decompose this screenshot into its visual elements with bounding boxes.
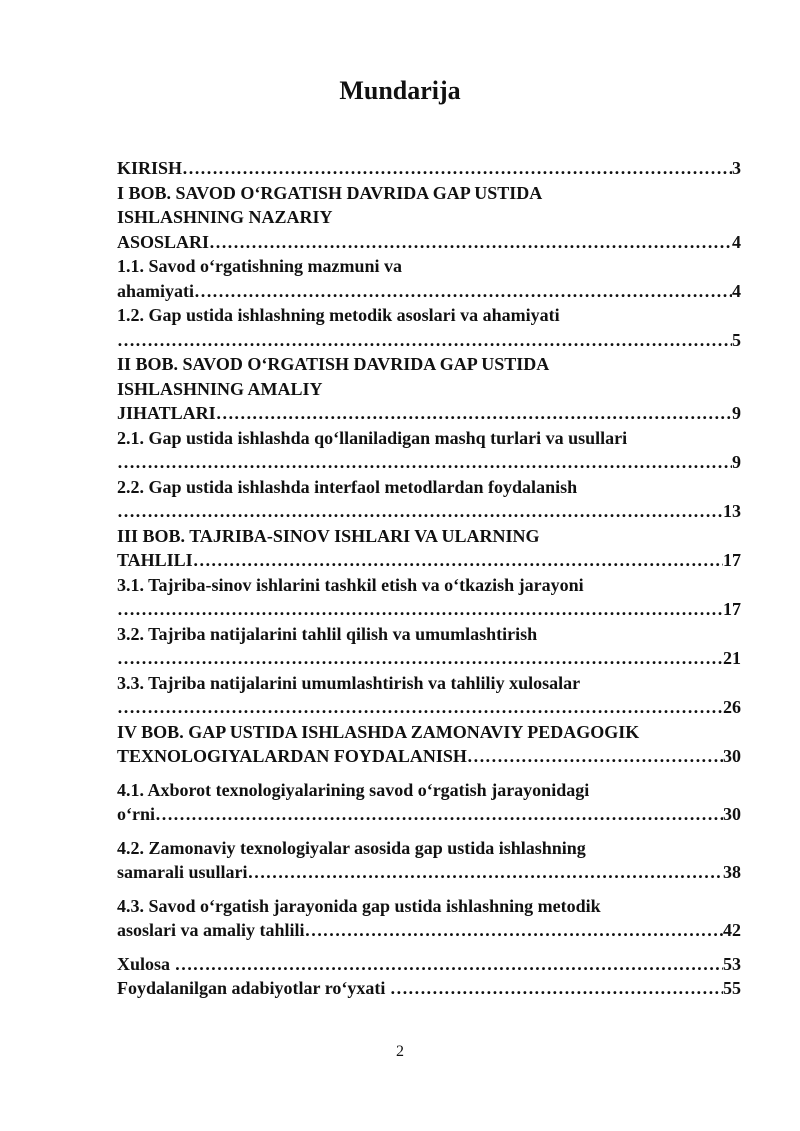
toc-page-number: 9 (732, 452, 741, 472)
toc-entry[interactable] (117, 426, 741, 475)
toc-page-number: 42 (723, 920, 741, 940)
toc-entry[interactable] (117, 622, 741, 671)
toc-leader-line (117, 279, 741, 304)
toc-leader-line (117, 499, 741, 524)
toc-leader-line (117, 328, 741, 353)
toc-entry[interactable] (117, 524, 741, 573)
toc-leader-line (117, 976, 741, 1001)
toc-leader-line (117, 597, 741, 622)
toc-entry-title-end (117, 450, 732, 475)
toc-entry[interactable] (117, 352, 741, 426)
table-of-contents (117, 156, 741, 1001)
toc-entry[interactable] (117, 573, 741, 622)
toc-entry-title-line: 4.2. Zamonaviy texnologiyalar asosida gap ustida ishlashning (117, 837, 586, 858)
toc-entry[interactable] (117, 976, 741, 1001)
toc-page-number: 21 (723, 648, 741, 668)
page-title: Mundarija (339, 76, 461, 105)
toc-entry-title-end: TAHLILI …………………………………………………………………………………………………………………………………………………………………………………… (117, 548, 723, 573)
toc-leader-line (117, 744, 741, 769)
toc-entry[interactable] (117, 181, 741, 255)
toc-page-number: 13 (723, 501, 741, 521)
toc-leader-line (117, 156, 741, 181)
toc-entry-title-end (117, 597, 723, 622)
toc-entry-title-end (117, 695, 723, 720)
toc-leader-line (117, 695, 741, 720)
toc-page-number: 38 (723, 862, 741, 882)
toc-page-number: 4 (732, 280, 741, 301)
toc-entry-title-line: I BOB. SAVOD O‘RGATISH DAVRIDA GAP USTIDA (117, 182, 543, 203)
toc-leader-line (117, 860, 741, 885)
toc-leader-line (117, 802, 741, 827)
toc-entry-title-line: 3.2. Tajriba natijalarini tahlil qilish va umumlashtirish (117, 623, 538, 644)
toc-entry-title-end: asoslari va amaliy tahlili …………………………………………………………………………………………………………………………………………………………………………………… (117, 918, 723, 943)
toc-entry-title-end: ASOSLARI …………………………………………………………………………………………………………………………………………………………………………………… (117, 230, 732, 255)
toc-page-number: 30 (723, 746, 741, 766)
toc-entry[interactable] (117, 475, 741, 524)
toc-entry-title-end (117, 646, 723, 671)
toc-entry[interactable] (117, 156, 741, 181)
toc-entry-title-line: II BOB. SAVOD O‘RGATISH DAVRIDA GAP USTIDA (117, 354, 550, 374)
toc-entry-title-line: III BOB. TAJRIBA-SINOV ISHLARI VA ULARNING (117, 525, 540, 546)
page-number: 2 (396, 1043, 404, 1060)
toc-page-number: 55 (723, 978, 741, 998)
toc-entry-title-end: JIHATLARI …………………………………………………………………………………………………………………………………………………………………………………… (117, 401, 732, 426)
toc-entry-title-line: ISHLASHNING AMALIY (117, 378, 323, 399)
toc-entry-title-end (117, 499, 723, 524)
toc-entry-title-line: 4.1. Axborot texnologiyalarining savod o‘rgatish jarayonidagi (117, 779, 590, 800)
toc-leader-line (117, 952, 741, 977)
toc-leader-line (117, 918, 741, 943)
toc-entry[interactable] (117, 671, 741, 720)
toc-entry-title-line: 3.1. Tajriba-sinov ishlarini tashkil etish va o‘tkazish jarayoni (117, 574, 584, 595)
toc-entry[interactable] (117, 894, 741, 943)
toc-entry[interactable] (117, 836, 741, 885)
toc-page-number: 3 (732, 158, 741, 178)
toc-page-number: 53 (723, 953, 741, 974)
toc-entry-title-end (117, 328, 732, 353)
toc-leader-line (117, 646, 741, 671)
toc-entry-title-end: Foydalanilgan adabiyotlar ro‘yxati …………………………………………………………………………………………………………………………………………………………………………………… (117, 976, 723, 1001)
toc-entry-title-line: 4.3. Savod o‘rgatish jarayonida gap ustida ishlashning metodik (117, 895, 601, 916)
toc-page-number: 17 (723, 550, 741, 570)
toc-entry-title-line: ISHLASHNING NAZARIY (117, 207, 333, 227)
toc-entry-title-line: 2.2. Gap ustida ishlashda interfaol metodlardan foydalanish (117, 476, 578, 497)
toc-entry-title-end: o‘rni …………………………………………………………………………………………………………………………………………………………………………………… (117, 802, 723, 827)
toc-entry-title-end: samarali usullari …………………………………………………………………………………………………………………………………………………………………………………… (117, 860, 723, 885)
toc-leader-line (117, 230, 741, 255)
toc-page-number: 17 (723, 599, 741, 619)
toc-entry[interactable] (117, 303, 741, 352)
toc-entry-title-end: Xulosa …………………………………………………………………………………………………………………………………………………………………………………… (117, 952, 723, 977)
toc-entry[interactable] (117, 952, 741, 977)
toc-entry-title-line: 3.3. Tajriba natijalarini umumlashtirish va tahliliy xulosalar (117, 672, 581, 693)
toc-entry-title-line: 1.1. Savod o‘rgatishning mazmuni va (117, 256, 403, 276)
toc-entry-title-line: 1.2. Gap ustida ishlashning metodik asoslari va ahamiyati (117, 305, 560, 325)
toc-page-number: 30 (723, 804, 741, 824)
toc-page-number: 26 (723, 697, 741, 717)
toc-entry[interactable] (117, 778, 741, 827)
toc-page-number: 9 (732, 403, 741, 423)
toc-entry-title-line: IV BOB. GAP USTIDA ISHLASHDA ZAMONAVIY PEDAGOGIK (117, 721, 640, 742)
toc-entry-title-end: TEXNOLOGIYALARDAN FOYDALANISH …………………………………………………………………………………………………………………………………………………………………………………… (117, 744, 723, 769)
toc-page-number: 5 (732, 329, 741, 350)
toc-leader-line (117, 450, 741, 475)
toc-entry[interactable] (117, 254, 741, 303)
toc-entry[interactable] (117, 720, 741, 769)
toc-leader-line (117, 548, 741, 573)
toc-leader-line (117, 401, 741, 426)
toc-page-number: 4 (732, 231, 741, 252)
toc-entry-title-line: 2.1. Gap ustida ishlashda qo‘llaniladigan mashq turlari va usullari (117, 427, 628, 448)
toc-entry-title-end: ahamiyati …………………………………………………………………………………………………………………………………………………………………………………… (117, 279, 732, 304)
toc-entry-title-end: KIRISH …………………………………………………………………………………………………………………………………………………………………………………… (117, 156, 732, 181)
